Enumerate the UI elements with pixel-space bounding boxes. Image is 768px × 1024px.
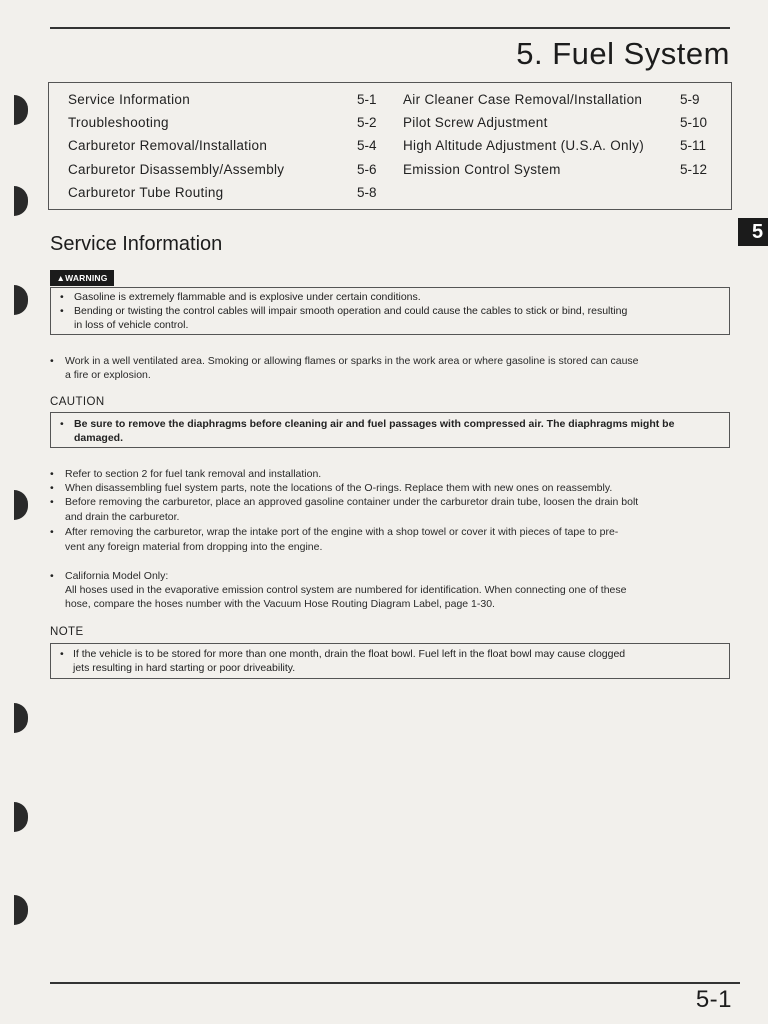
warning-item: Bending or twisting the control cables will impair smooth operation and could cause the cables to stick or bind, resulting (74, 305, 628, 317)
bottom-rule (50, 982, 740, 984)
warning-badge-label: WARNING (65, 273, 108, 283)
toc-item[interactable]: Carburetor Disassembly/Assembly (68, 162, 285, 177)
warning-item-continued: in loss of vehicle control. (74, 319, 189, 331)
toc-page: 5-8 (357, 185, 377, 200)
california-heading: California Model Only: (65, 570, 169, 582)
warning-triangle-icon: ▲ (56, 273, 66, 283)
section-heading: Service Information (50, 233, 223, 255)
toc-page: 5-4 (357, 138, 377, 153)
service-bullet: Refer to section 2 for fuel tank removal and installation. (65, 468, 322, 480)
toc-page: 5-2 (357, 115, 377, 130)
toc-item[interactable]: Troubleshooting (68, 115, 169, 130)
work-note: Work in a well ventilated area. Smoking or allowing flames or sparks in the work area or where gasoline is stored can cause (65, 355, 639, 367)
note-text: If the vehicle is to be stored for more than one month, drain the float bowl. Fuel left in the float bowl may cause clogged (73, 648, 626, 660)
toc-item[interactable]: Carburetor Tube Routing (68, 185, 224, 200)
service-bullet-continued: vent any foreign material from dropping into the engine. (65, 541, 323, 553)
service-bullet-continued: and drain the carburetor. (65, 511, 180, 523)
binder-hole (14, 490, 28, 520)
toc-item[interactable]: Air Cleaner Case Removal/Installation (403, 92, 643, 107)
california-text: All hoses used in the evaporative emission control system are numbered for identification. When connecting one of these (65, 584, 627, 596)
binder-hole (14, 95, 28, 125)
toc-page: 5-11 (680, 138, 707, 153)
warning-item: Gasoline is extremely flammable and is explosive under certain conditions. (74, 291, 421, 303)
service-bullet: After removing the carburetor, wrap the intake port of the engine with a shop towel or cover it with pieces of tape to pre- (65, 526, 619, 538)
binder-hole (14, 895, 28, 925)
toc-item[interactable]: High Altitude Adjustment (U.S.A. Only) (403, 138, 644, 153)
bullet-dot: • (60, 305, 64, 317)
service-bullet: Before removing the carburetor, place an approved gasoline container under the carburetor drain tube, loosen the drain bolt (65, 496, 639, 508)
top-rule (50, 27, 730, 29)
binder-hole (14, 285, 28, 315)
toc-page: 5-12 (680, 162, 708, 177)
toc-item[interactable]: Service Information (68, 92, 190, 107)
toc-page: 5-10 (680, 115, 708, 130)
bullet-dot: • (50, 526, 54, 538)
bullet-dot: • (50, 482, 54, 494)
page-number: 5-1 (695, 986, 732, 1013)
bullet-dot: • (50, 355, 54, 367)
toc-page: 5-9 (680, 92, 700, 107)
toc-page: 5-1 (357, 92, 377, 107)
bullet-dot: • (60, 291, 64, 303)
bullet-dot: • (50, 570, 54, 582)
note-text-continued: jets resulting in hard starting or poor driveability. (73, 662, 296, 674)
bullet-dot: • (60, 648, 64, 660)
binder-hole (14, 703, 28, 733)
section-tab: 5 (738, 218, 768, 246)
toc-item[interactable]: Emission Control System (403, 162, 561, 177)
bullet-dot: • (50, 496, 54, 508)
caution-text-continued: damaged. (74, 432, 124, 444)
binder-hole (14, 802, 28, 832)
toc-item[interactable]: Pilot Screw Adjustment (403, 115, 548, 130)
warning-badge (50, 270, 114, 286)
california-text-continued: hose, compare the hoses number with the Vacuum Hose Routing Diagram Label, page 1-30. (65, 598, 495, 610)
service-bullet: When disassembling fuel system parts, note the locations of the O-rings. Replace them with new ones on reassembly. (65, 482, 613, 494)
bullet-dot: • (50, 468, 54, 480)
caution-label: CAUTION (50, 396, 105, 408)
caution-text: Be sure to remove the diaphragms before cleaning air and fuel passages with compressed air. The diaphragms might be (74, 418, 675, 430)
work-note-continued: a fire or explosion. (65, 369, 151, 381)
toc-item[interactable]: Carburetor Removal/Installation (68, 138, 268, 153)
binder-hole (14, 186, 28, 216)
toc-page: 5-6 (357, 162, 377, 177)
note-label: NOTE (50, 626, 84, 638)
bullet-dot: • (60, 418, 64, 430)
chapter-title: 5. Fuel System (516, 36, 730, 71)
